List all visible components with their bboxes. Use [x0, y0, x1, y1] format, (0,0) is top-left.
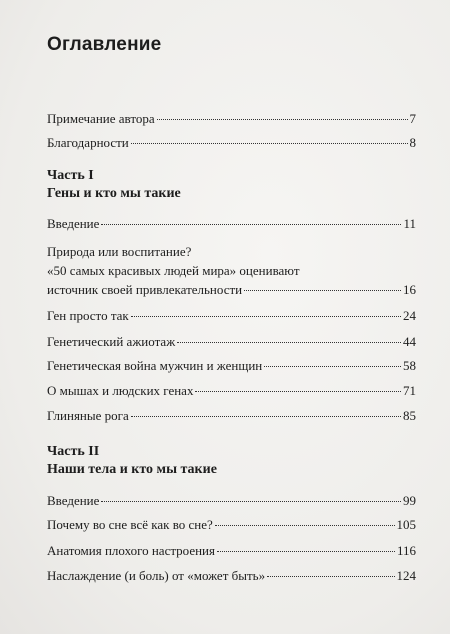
entry-page: 44	[403, 334, 416, 349]
dot-leader	[267, 576, 394, 577]
dot-leader	[101, 224, 401, 225]
toc-entry	[47, 493, 416, 508]
entry-label: Генетическая война мужчин и женщин	[47, 358, 263, 373]
entry-label: Почему во сне всё как во сне?	[47, 517, 213, 532]
entry-line: «50 самых красивых людей мира» оценивают	[47, 263, 300, 278]
entry-page: 99	[403, 493, 416, 508]
toc-entry	[47, 408, 416, 423]
part-1-title: Гены и кто мы такие	[47, 186, 181, 201]
entry-page: 7	[409, 111, 416, 126]
entry-page: 85	[403, 408, 416, 423]
dot-leader	[131, 416, 401, 417]
entry-label: Ген просто так	[47, 308, 129, 323]
entry-label: О мышах и людских генах	[47, 383, 194, 398]
toc-entry	[47, 568, 416, 583]
entry-page: 11	[403, 216, 416, 231]
entry-page: 58	[403, 358, 416, 373]
toc-title: Оглавление	[47, 34, 162, 55]
toc-entry	[47, 334, 416, 349]
dot-leader	[101, 501, 401, 502]
toc-entry-author-note	[47, 111, 416, 126]
dot-leader	[264, 366, 401, 367]
entry-label: Введение	[47, 216, 100, 231]
entry-label: Анатомия плохого настроения	[47, 543, 215, 558]
entry-page: 24	[403, 308, 416, 323]
toc-entry-multiline	[47, 244, 416, 297]
toc-entry	[47, 216, 416, 231]
dot-leader	[131, 316, 401, 317]
entry-page: 16	[403, 282, 416, 297]
entry-label: Примечание автора	[47, 111, 155, 126]
entry-label: Наслаждение (и боль) от «может быть»	[47, 568, 266, 583]
dot-leader	[215, 525, 395, 526]
toc-entry	[47, 308, 416, 323]
entry-label: Введение	[47, 493, 100, 508]
part-1-label: Часть I	[47, 168, 94, 183]
toc-entry	[47, 517, 416, 532]
entry-label: Генетический ажиотаж	[47, 334, 176, 349]
toc-entry	[47, 358, 416, 373]
entry-page: 116	[396, 543, 416, 558]
toc-entry	[47, 383, 416, 398]
entry-page: 8	[409, 135, 416, 150]
part-2-title: Наши тела и кто мы такие	[47, 462, 217, 477]
dot-leader	[244, 290, 401, 291]
dot-leader	[177, 342, 401, 343]
entry-label: Благодарности	[47, 135, 129, 150]
part-2-label: Часть II	[47, 444, 100, 459]
dot-leader	[217, 551, 395, 552]
entry-label: Глиняные рога	[47, 408, 129, 423]
entry-page: 105	[396, 517, 416, 532]
entry-page: 124	[396, 568, 416, 583]
entry-label: источник своей привлекательности	[47, 282, 243, 297]
toc-entry-acknowledgements	[47, 135, 416, 150]
dot-leader	[131, 143, 408, 144]
dot-leader	[157, 119, 408, 120]
dot-leader	[195, 391, 401, 392]
entry-page: 71	[403, 383, 416, 398]
toc-entry	[47, 543, 416, 558]
entry-line: Природа или воспитание?	[47, 244, 192, 259]
